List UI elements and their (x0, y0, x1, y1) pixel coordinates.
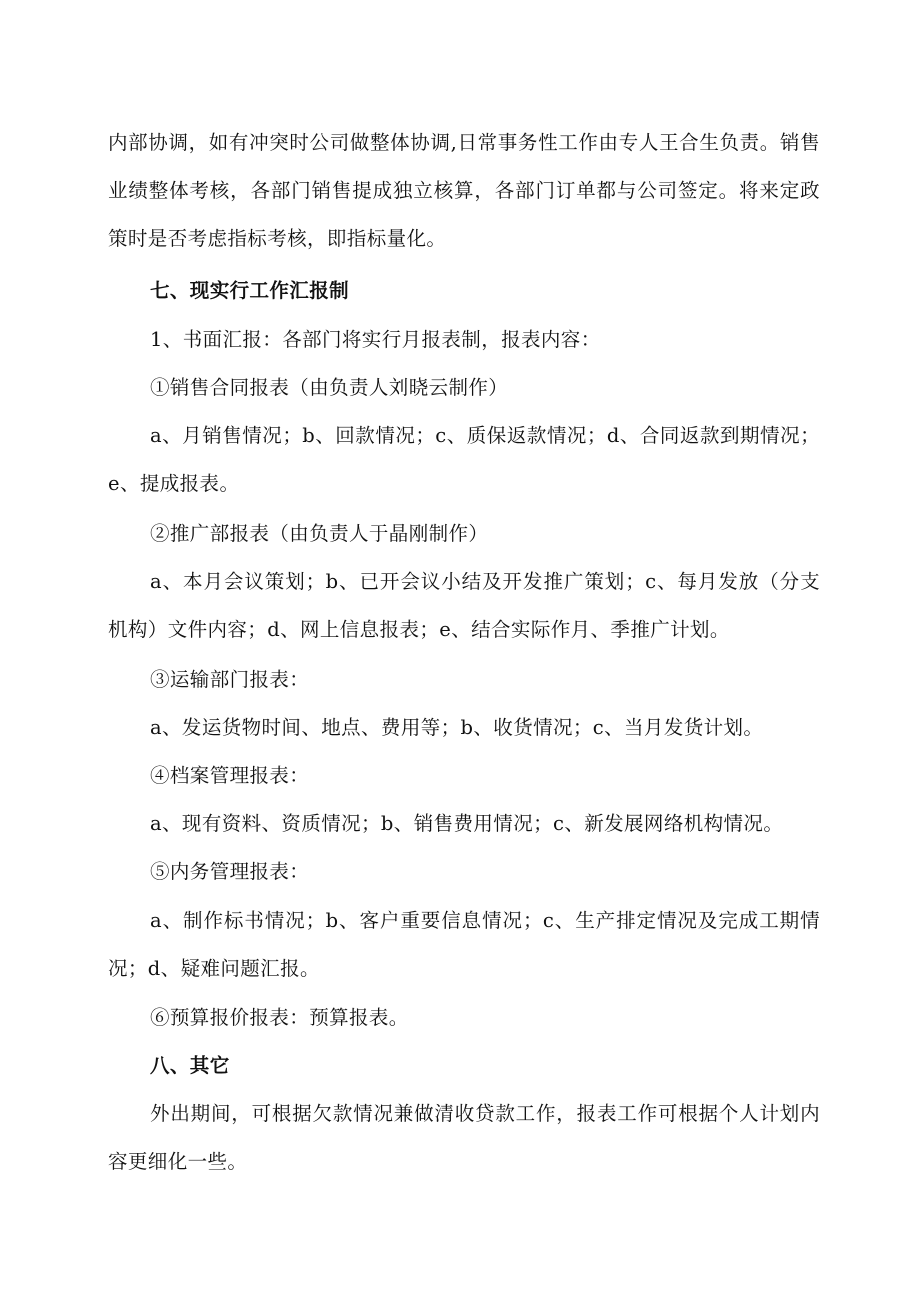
paragraph-coordination: 内部协调，如有冲突时公司做整体协调,日常事务性工作由专人王合生负责。销售业绩整体考核，各部门销售提成独立核算，各部门订单都与公司签定。将来定政策时是否考虑指标考核，即指标量化。 (108, 131, 820, 250)
item-transport-report: ③运输部门报表： (150, 668, 310, 691)
section-heading-8: 八、其它 (150, 1054, 230, 1077)
paragraph-sales-contract-details: a、月销售情况；b、回款情况；c、质保返款情况；d、合同返款到期情况；e、提成报表。 (108, 424, 820, 495)
paragraph-internal-affairs-details: a、制作标书情况；b、客户重要信息情况；c、生产排定情况及完成工期情况；d、疑难问题汇报。 (108, 909, 820, 980)
paragraph-written-report: 1、书面汇报：各部门将实行月报表制，报表内容： (150, 328, 601, 351)
item-promotion-report: ②推广部报表（由负责人于晶刚制作） (150, 522, 489, 545)
item-budget-report: ⑥预算报价报表：预算报表。 (150, 1006, 409, 1029)
item-sales-contract-report: ①销售合同报表（由负责人刘晓云制作） (150, 376, 509, 399)
item-internal-affairs-report: ⑤内务管理报表： (150, 860, 310, 883)
section-heading-7: 七、现实行工作汇报制 (150, 279, 350, 302)
paragraph-promotion-details: a、本月会议策划；b、已开会议小结及开发推广策划；c、每月发放（分支机构）文件内容；d、网上信息报表；e、结合实际作月、季推广计划。 (108, 570, 820, 641)
paragraph-archive-details: a、现有资料、资质情况；b、销售费用情况；c、新发展网络机构情况。 (150, 812, 784, 835)
paragraph-other-details: 外出期间，可根据欠款情况兼做清收贷款工作，报表工作可根据个人计划内容更细化一些。 (108, 1102, 820, 1173)
paragraph-transport-details: a、发运货物时间、地点、费用等；b、收货情况；c、当月发货计划。 (150, 716, 764, 739)
item-archive-report: ④档案管理报表： (150, 764, 310, 787)
